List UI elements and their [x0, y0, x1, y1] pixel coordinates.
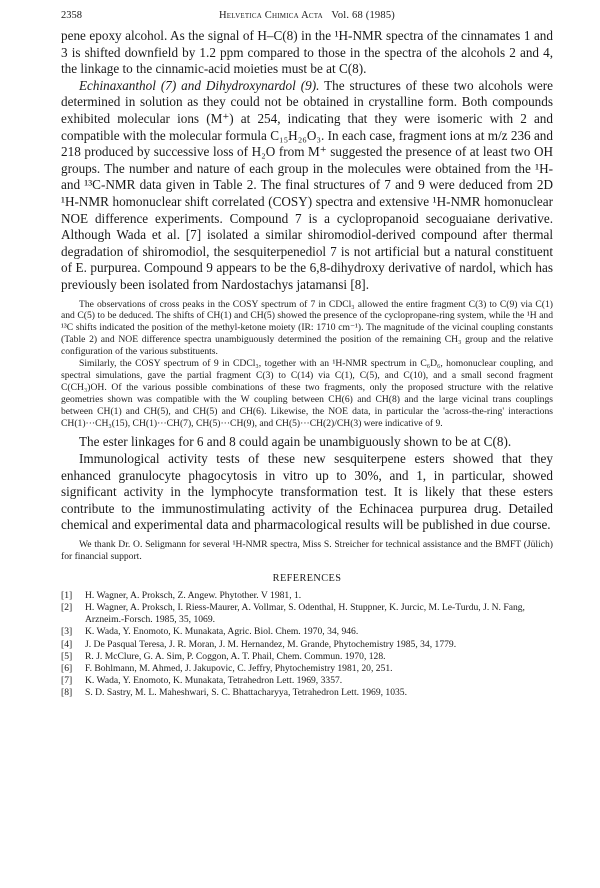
reference-text: K. Wada, Y. Enomoto, K. Munakata, Tetrahedron Lett. 1969, 3357.: [85, 675, 343, 687]
cosy-note-7: The observations of cross peaks in the COSY spectrum of 7 in CDCl₃ allowed the entire fragment C(3) to C(9) via C(1) and C(5) to be deduced. The shifts of CH(1) and CH(5) showed the presence of the cyclopropane-ring system, while the ¹H and ¹³C shifts indicated the position of the methyl-ketone moiety (IR: 1710 cm⁻¹). The magnitude of the vicinal coupling constants (Table 2) and NOE difference spectra unambiguously determined the position of the remaining CH₃ group and the relative configuration of the various substituents.: [61, 298, 553, 358]
page-number: 2358: [61, 10, 82, 21]
reference-text: H. Wagner, A. Proksch, I. Riess-Maurer, A. Vollmar, S. Odenthal, H. Stuppner, K. Jurcic, M. Le-Turdu, J. N. Fang, Arzneim.-Forsch. 1985, 35, 1069.: [85, 602, 525, 626]
reference-number: [4]: [61, 638, 73, 650]
references-title: REFERENCES: [272, 572, 342, 584]
journal-volume: Vol. 68 (1985): [331, 10, 395, 21]
reference-number: [3]: [61, 626, 73, 638]
section-heading: Echinaxanthol (7) and Dihydroxynardol (9).: [79, 77, 320, 93]
reference-text: K. Wada, Y. Enomoto, K. Munakata, Agric. Biol. Chem. 1970, 34, 946.: [85, 626, 359, 638]
paragraph-ester-linkages: The ester linkages for 6 and 8 could again be unambiguously shown to be at C(8).: [79, 434, 512, 450]
reference-number: [8]: [61, 687, 73, 699]
reference-item: [61, 663, 553, 675]
paragraph-epoxy-alcohol: pene epoxy alcohol. As the signal of H–C(8) in the ¹H-NMR spectra of the cinnamates 1 and 3 is shifted downfield by 1.2 ppm compared to those in the spectra of the alcohols 2 and 4, the linkage to the cinnamic-acid moieties must be at C(8).: [61, 28, 553, 77]
reference-number: [2]: [61, 602, 73, 614]
reference-list: [61, 590, 553, 700]
reference-text: R. J. McClure, G. A. Sim, P. Coggon, A. T. Phail, Chem. Commun. 1970, 128.: [85, 650, 386, 662]
reference-number: [1]: [61, 589, 73, 601]
reference-item: [61, 626, 553, 638]
reference-number: [7]: [61, 675, 73, 687]
paragraph-echinaxanthol-text: The structures of these two alcohols were determined in solution as they could not be obtained in crystalline form. Both compounds exhibited molecular ions (M⁺) at 254, indicating that they were isomeric with 2 and compatible with the molecular formula C₁₅H₂₆O₃. In each case, fragment ions at m/z 236 and 218 produced by successive loss of H₂O from M⁺ suggested the presence of at least two OH groups. The number and nature of each group in the molecules were obtained from the ¹H- and ¹³C-NMR data given in Table 2. The final structures of 7 and 9 were deduced from 2D ¹H-NMR homonuclear shift correlated (COSY) spectra and extensive ¹H-NMR homonuclear NOE difference experiments. Compound 7 is a cyclopropanoid secoguaiane derivative. Although Wada et al. [7] isolated a similar shiromodiol-derived compound after thermal degradation of shiromodiol, the sesquiterpenediol 7 is not artificial but a natural constituent of E. purpurea. Compound 9 appears to be the 6,8-dihydroxy derivative of nardol, which has previously been isolated from Nardostachys jatamansi [8].: [61, 77, 553, 292]
reference-item: [61, 675, 553, 687]
journal-page: [61, 10, 553, 700]
reference-text: J. De Pasqual Teresa, J. R. Moran, J. M. Hernandez, M. Grande, Phytochemistry 1985, 34, 1779.: [85, 638, 457, 650]
paragraph-echinaxanthol: [61, 78, 553, 294]
reference-item: [61, 639, 553, 651]
reference-item: [61, 651, 553, 663]
reference-number: [5]: [61, 650, 73, 662]
cosy-note-9: Similarly, the COSY spectrum of 9 in CDCl₃, together with an ¹H-NMR spectrum in C₆D₆, homonuclear coupling, and spectral simulations, gave the partial fragment C(3) to C(14) via C(1), C(5), and C(10), and a small second fragment C(CH₃)OH. Of the various possible combinations of these two fragments, only the proposed structure with the relative geometries shown was compatible with the W coupling between CH(6) and CH(8) and the large vicinal trans couplings between CH(1) and CH(5), and CH(5) and CH(6). Likewise, the NOE data, in particular the 'across-the-ring' interactions CH(1)···CH₃(15), CH(1)···CH(7), CH(5)···CH(9), and CH(5)···CH(2)/CH(3) were indicative of 9.: [61, 358, 553, 429]
paragraph-immunological: Immunological activity tests of these new sesquiterpene esters showed that they enhanced granulocyte phagocytosis in vitro up to 30%, and 1, in particular, showed significant activity in the lymphocyte transformation test. It is likely that these esters contribute to the immunostimulating activity of the Echinacea purpurea drug. Detailed chemical and experimental data and pharmacological results will be published in due course.: [61, 451, 553, 533]
journal-title: Helvetica Chimica Acta: [219, 10, 323, 21]
reference-text: H. Wagner, A. Proksch, Z. Angew. Phytother. V 1981, 1.: [85, 589, 302, 601]
running-header: [61, 10, 553, 28]
acknowledgements: We thank Dr. O. Seligmann for several ¹H-NMR spectra, Miss S. Streicher for technical assistance and the BMFT (Jülich) for financial support.: [61, 539, 553, 562]
reference-item: [61, 687, 553, 699]
reference-text: S. D. Sastry, M. L. Maheshwari, S. C. Bhattacharyya, Tetrahedron Lett. 1969, 1035.: [85, 687, 407, 699]
journal-header: [61, 10, 553, 21]
reference-number: [6]: [61, 663, 73, 675]
reference-text: F. Bohlmann, M. Ahmed, J. Jakupovic, C. Jeffry, Phytochemistry 1981, 20, 251.: [85, 663, 393, 675]
reference-item: [61, 590, 553, 602]
reference-item: [61, 602, 553, 626]
